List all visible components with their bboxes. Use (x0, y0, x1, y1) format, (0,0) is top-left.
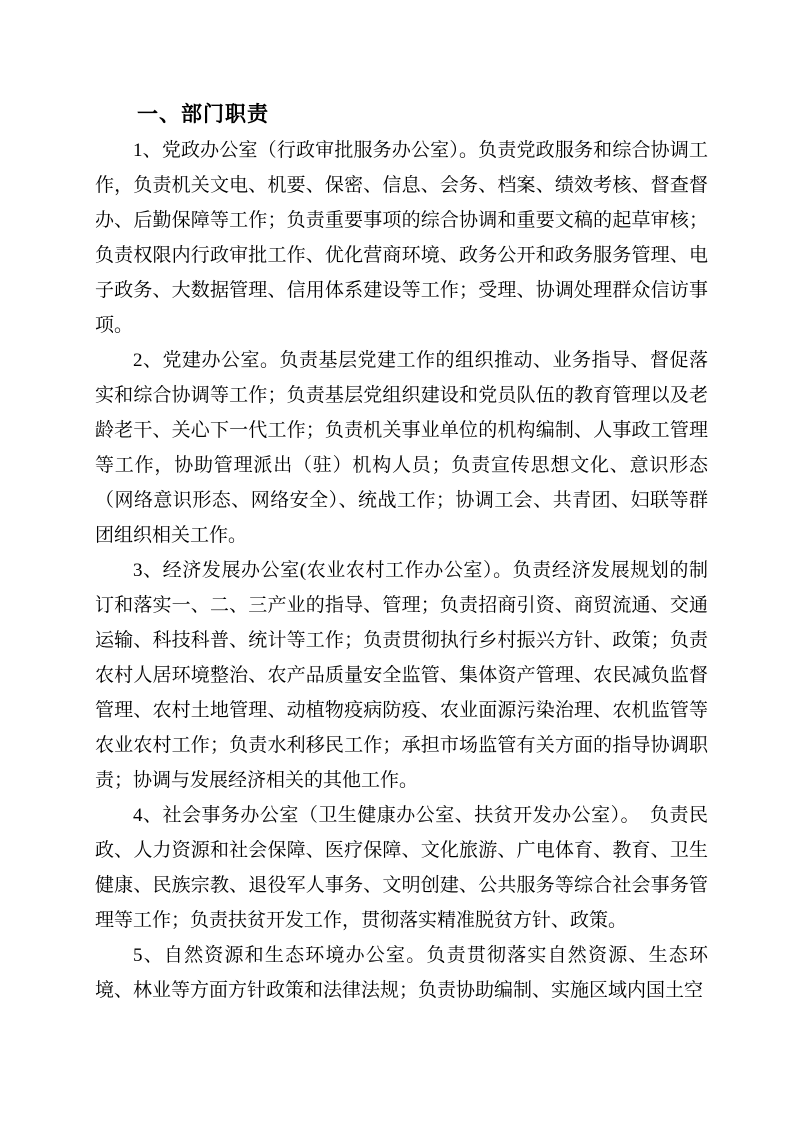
document-content (95, 97, 708, 1008)
paragraph-dangjian-office: 2、党建办公室。负责基层党建工作的组织推动、业务指导、督促落实和综合协调等工作；负责基层党组织建设和党员队伍的教育管理以及老龄老干、关心下一代工作；负责机关事业单位的机构编制、人事政工管理等工作，协助管理派出（驻）机构人员；负责宣传思想文化、意识形态（网络意识形态、网络安全）、统战工作；协调工会、共青团、妇联等群团组织相关工作。 (95, 350, 708, 546)
paragraph-social-affairs-office: 4、社会事务办公室（卫生健康办公室、扶贫开发办公室）。 负责民政、人力资源和社会保障、医疗保障、文化旅游、广电体育、教育、卫生健康、民族宗教、退役军人事务、文明创建、公共服务等综合社会事务管理等工作；负责扶贫开发工作，贯彻落实精准脱贫方针、政策。 (95, 805, 708, 931)
paragraph-dangzheng-office: 1、党政办公室（行政审批服务办公室）。负责党政服务和综合协调工作，负责机关文电、机要、保密、信息、会务、档案、绩效考核、督查督办、后勤保障等工作；负责重要事项的综合协调和重要文稿的起草审核；负责权限内行政审批工作、优化营商环境、政务公开和政务服务管理、电子政务、大数据管理、信用体系建设等工作；受理、协调处理群众信访事项。 (95, 140, 708, 336)
paragraph-economic-development-office: 3、经济发展办公室(农业农村工作办公室）。负责经济发展规划的制订和落实一、二、三产业的指导、管理；负责招商引资、商贸流通、交通运输、科技科普、统计等工作；负责贯彻执行乡村振兴方针、政策；负责农村人居环境整治、农产品质量安全监管、集体资产管理、农民减负监督管理、农村土地管理、动植物疫病防疫、农业面源污染治理、农机监管等农业农村工作；负责水利移民工作；承担市场监管有关方面的指导协调职责；协调与发展经济相关的其他工作。 (95, 560, 708, 791)
section-heading: 一、部门职责 (137, 103, 269, 126)
paragraph-natural-resources-office: 5、自然资源和生态环境办公室。负责贯彻落实自然资源、生态环境、林业等方面方针政策和法律法规；负责协助编制、实施区域内国土空 (95, 945, 708, 1001)
